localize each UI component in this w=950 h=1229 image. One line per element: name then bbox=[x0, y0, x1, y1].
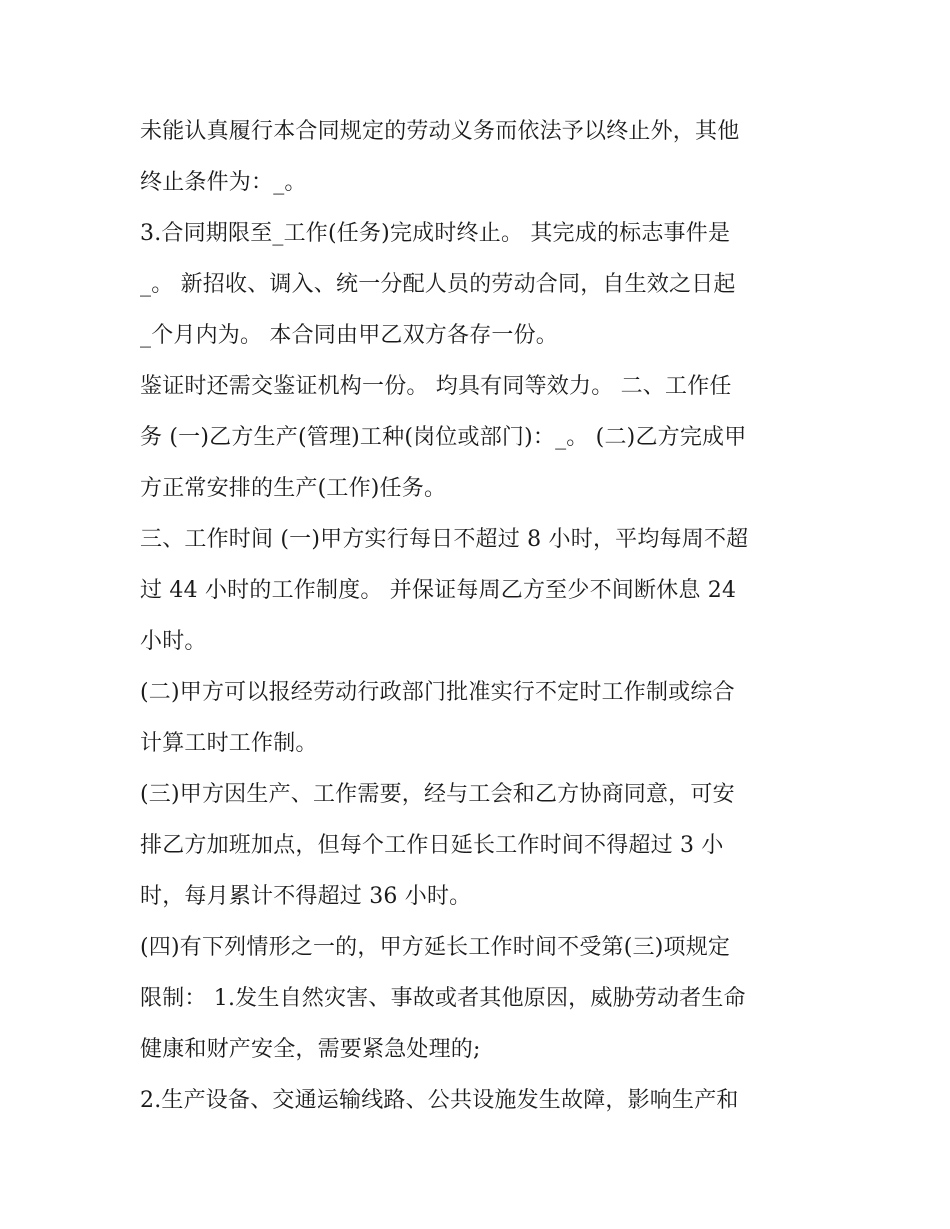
text-line: 限制： 1.发生自然灾害、事故或者其他原因，威胁劳动者生命 bbox=[140, 986, 746, 1011]
text-line: 3.合同期限至_工作(任务)完成时终止。 其完成的标志事件是 bbox=[140, 221, 731, 246]
text-line: 小时。 bbox=[140, 629, 207, 654]
paragraph-equipment-failure bbox=[140, 1075, 820, 1126]
text-line: 计算工时工作制。 bbox=[140, 731, 318, 756]
text-line: 鉴证时还需交鉴证机构一份。 均具有同等效力。 二、工作任 bbox=[140, 374, 732, 399]
text-line: 健康和财产安全，需要紧急处理的; bbox=[140, 1037, 481, 1062]
text-line: (二)甲方可以报经劳动行政部门批准实行不定时工作制或综合 bbox=[140, 680, 735, 705]
text-line: _个月内为。 本合同由甲乙双方各存一份。 bbox=[140, 323, 558, 348]
paragraph-contract-term bbox=[140, 208, 820, 361]
text-line: 2.生产设备、交通运输线路、公共设施发生故障，影响生产和 bbox=[140, 1088, 739, 1113]
paragraph-work-tasks bbox=[140, 361, 820, 514]
text-line: 排乙方加班加点，但每个工作日延长工作时间不得超过 3 小 bbox=[140, 833, 724, 858]
paragraph-flexible-hours bbox=[140, 667, 820, 769]
text-line: 务 (一)乙方生产(管理)工种(岗位或部门)：_。 (二)乙方完成甲 bbox=[140, 425, 747, 450]
text-line: (四)有下列情形之一的，甲方延长工作时间不受第(三)项规定 bbox=[140, 935, 731, 960]
paragraph-overtime-exceptions bbox=[140, 922, 820, 1075]
paragraph-overtime bbox=[140, 769, 820, 922]
paragraph-termination-conditions bbox=[140, 106, 820, 208]
text-line: 方正常安排的生产(工作)任务。 bbox=[140, 476, 447, 501]
text-line: _。 新招收、调入、统一分配人员的劳动合同，自生效之日起 bbox=[140, 272, 736, 297]
text-line: 时，每月累计不得超过 36 小时。 bbox=[140, 884, 472, 909]
paragraph-working-hours bbox=[140, 514, 820, 667]
text-line: (三)甲方因生产、工作需要，经与工会和乙方协商同意，可安 bbox=[140, 782, 735, 807]
text-line: 未能认真履行本合同规定的劳动义务而依法予以终止外，其他 bbox=[140, 119, 740, 144]
text-line: 过 44 小时的工作制度。 并保证每周乙方至少不间断休息 24 bbox=[140, 578, 737, 603]
text-line: 终止条件为：_。 bbox=[140, 170, 307, 195]
document-body bbox=[140, 106, 820, 1126]
text-line: 三、工作时间 (一)甲方实行每日不超过 8 小时，平均每周不超 bbox=[140, 527, 749, 552]
